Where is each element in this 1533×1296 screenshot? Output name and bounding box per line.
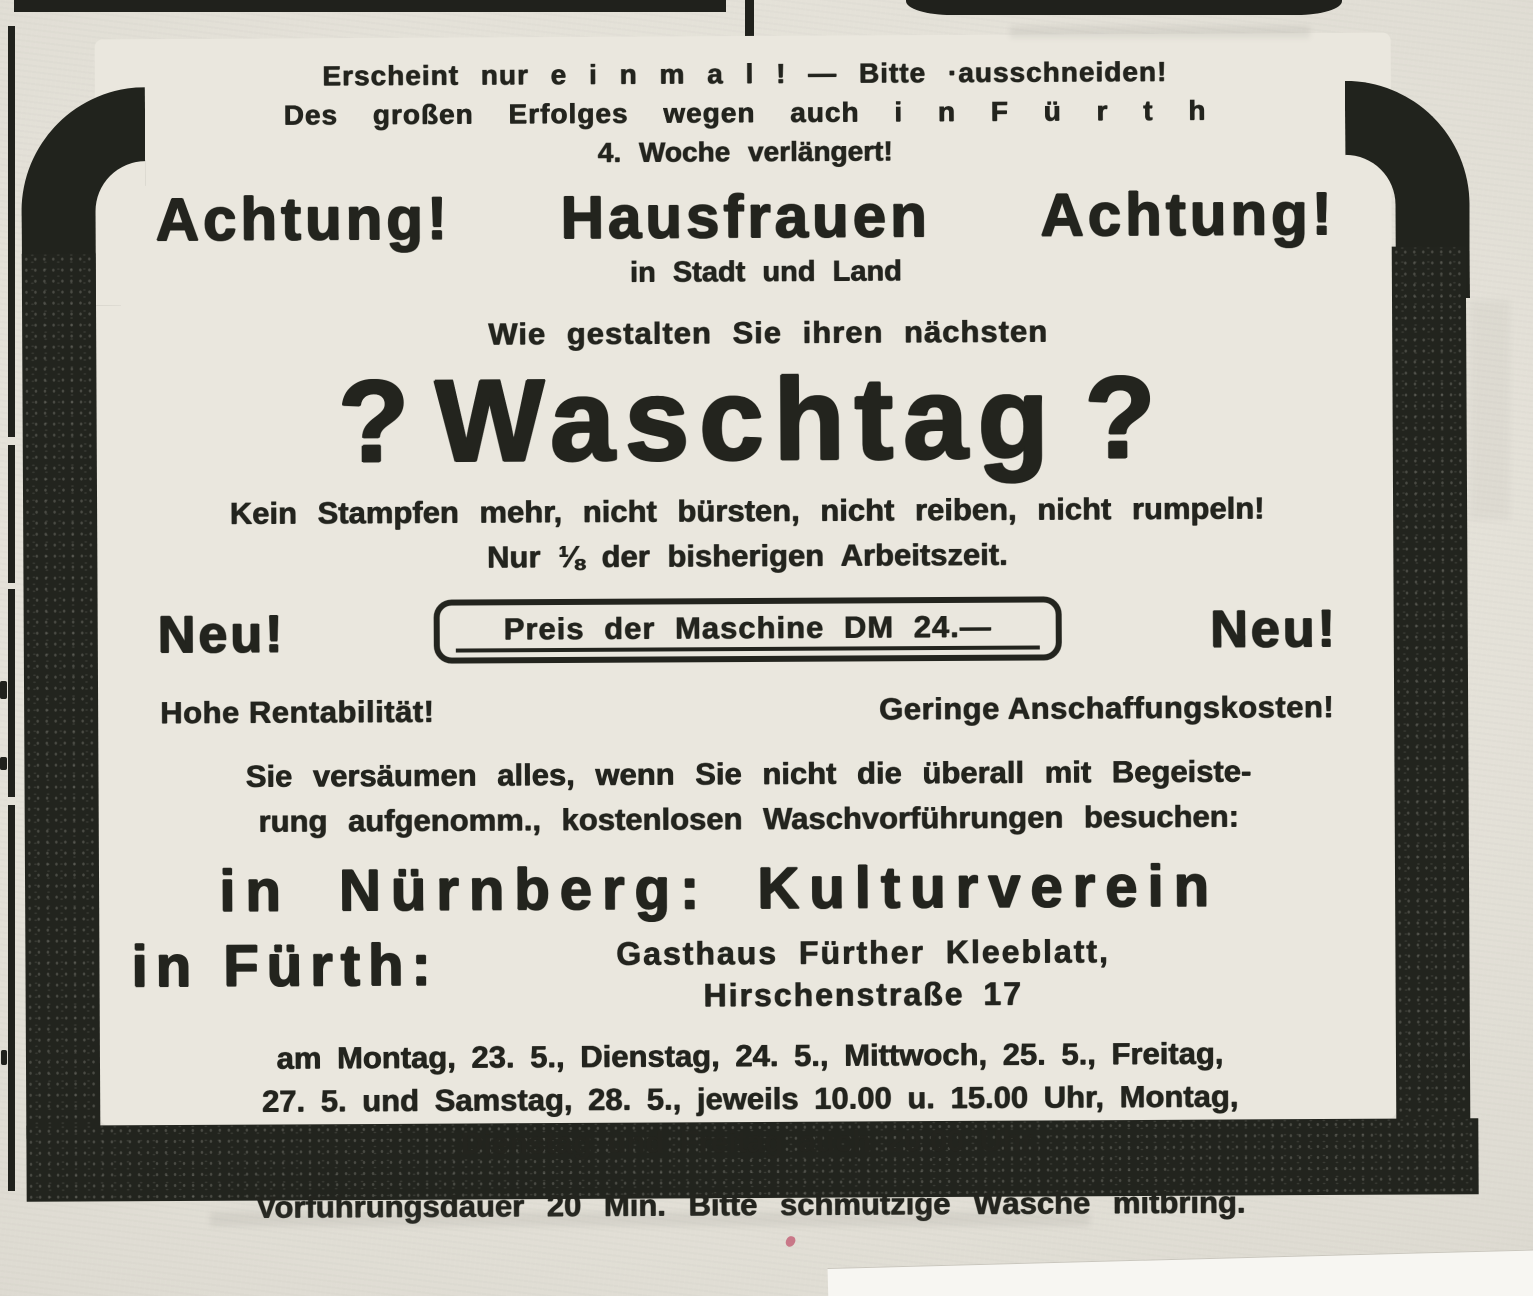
ad-content [97, 37, 1399, 1227]
preheader-line-3: 4. Woche verlängert! [597, 135, 893, 168]
preheader-line-1: Erscheint nur e i n m a l ! — Bitte ·ausschneiden! [322, 55, 1168, 92]
price-row [100, 593, 1396, 680]
claims-row [100, 689, 1396, 732]
price-box-text: Preis der Maschine DM 24.— [503, 608, 992, 647]
benefit-line-2: Nur ⅛ der bisherigen Arbeitszeit. [486, 536, 1008, 575]
neu-right: Neu! [1210, 599, 1338, 659]
show-through-smudge [210, 1212, 1090, 1226]
invitation-line-2: rung aufgenomm., kostenlosen Waschvorführungen besuchen: [258, 798, 1240, 839]
attention-left: Achtung! [155, 184, 452, 254]
location-fuerth-address [438, 928, 1397, 1016]
neu-left: Neu! [157, 605, 286, 665]
claim-left: Hohe Rentabilität! [160, 693, 435, 731]
attention-right: Achtung! [1040, 179, 1336, 249]
show-through-smudge [1010, 26, 1310, 38]
frame-band-right [1392, 246, 1471, 1131]
headline-word: Waschtag [434, 352, 1059, 486]
show-through-smudge [1470, 300, 1510, 520]
price-box-inner-rule [456, 645, 1040, 652]
price-box [434, 596, 1062, 663]
schedule-line-1: am Montag, 23. 5., Dienstag, 24. 5., Mittwoch, 25. 5., Freitag, [276, 1035, 1224, 1076]
location-fuerth-line-2: Hirschenstraße 17 [703, 975, 1024, 1014]
invitation-line-1: Sie versäumen alles, wenn Sie nicht die überall mit Begeiste- [245, 753, 1252, 794]
benefit-line-1: Kein Stampfen mehr, nicht bürsten, nicht reiben, nicht rumpeln! [229, 490, 1265, 531]
preheader-line-2: Des großen Erfolges wegen auch i n F ü r t h [283, 94, 1207, 131]
footer-line: Vorführungsdauer 20 Min. Bitte schmutzige Wäsche mitbring. [255, 1184, 1246, 1225]
location-nuernberg: in Nürnberg: Kulturverein [219, 853, 1220, 924]
frame-band-left [22, 253, 101, 1138]
subline-stadt-und-land: in Stadt und Land [629, 255, 902, 289]
attention-row [97, 181, 1393, 254]
headline-question-mark-right: ? [1084, 351, 1156, 483]
location-fuerth-label: in Fürth: [131, 932, 439, 1000]
schedule-line-3: Dienstag und Freitag auch 20.00 Uhr. [460, 1122, 1041, 1161]
claim-right: Geringe Anschaffungskosten! [879, 688, 1335, 727]
location-fuerth-line-1: Gasthaus Fürther Kleeblatt, [616, 933, 1110, 972]
lead-line: Wie gestalten Sie ihren nächsten [488, 313, 1049, 352]
schedule [102, 1031, 1399, 1167]
schedule-line-2: 27. 5. und Samstag, 28. 5., jeweils 10.00 u. 15.00 Uhr, Montag, [261, 1078, 1239, 1119]
main-headline-waschtag [98, 351, 1395, 487]
headline-question-mark-left: ? [337, 355, 410, 487]
location-fuerth-row [101, 928, 1397, 1018]
attention-center: Hausfrauen [560, 182, 931, 251]
